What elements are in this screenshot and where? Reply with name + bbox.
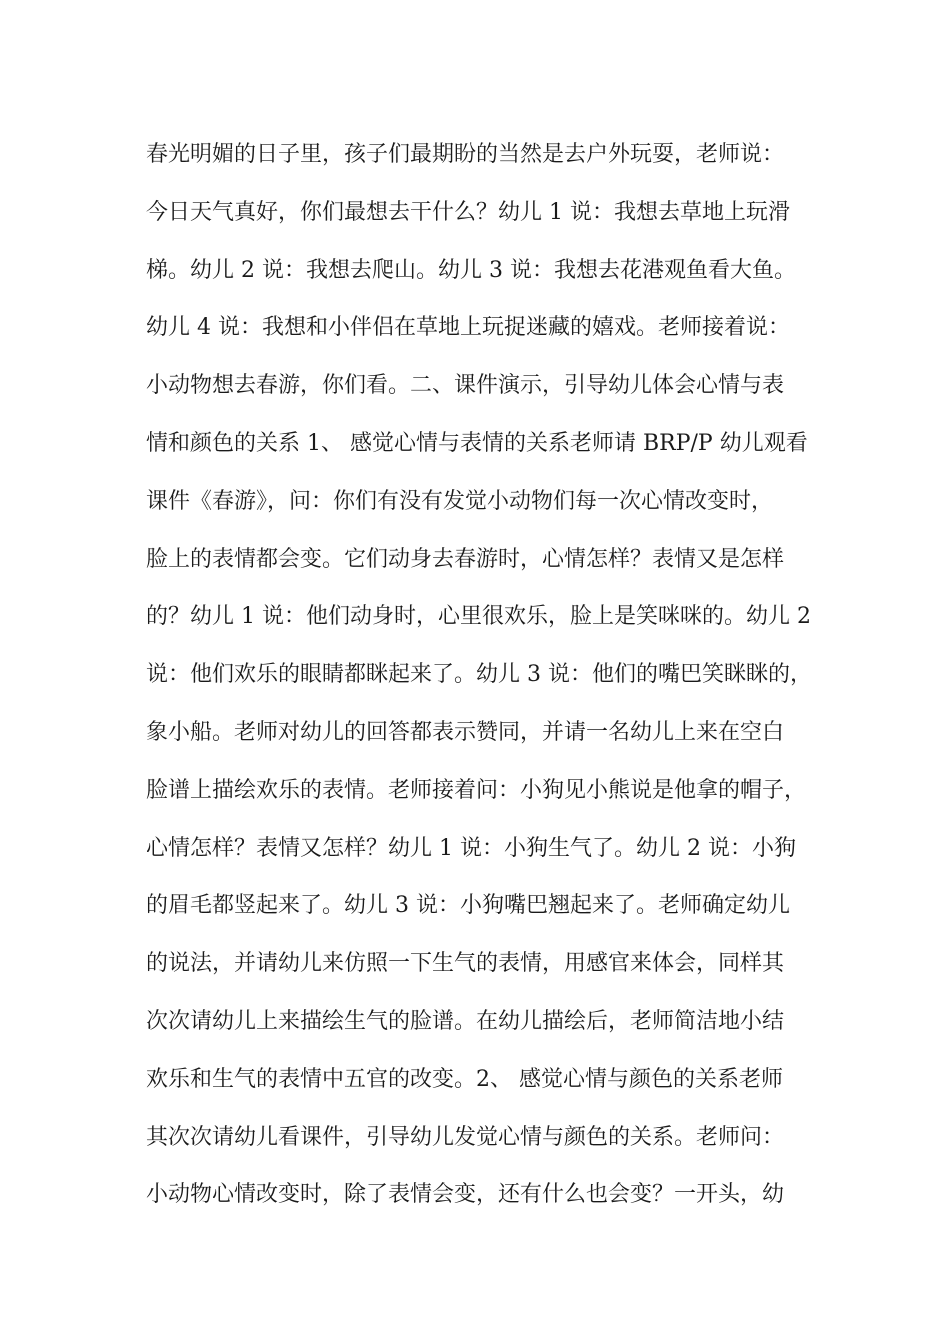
text-line: 脸上的表情都会变。它们动身去春游时，心情怎样？表情又是怎样 [146, 546, 785, 572]
text-line: 的眉毛都竖起来了。幼儿 3 说：小狗嘴巴翘起来了。老师确定幼儿 [146, 893, 790, 919]
body-text [146, 126, 826, 1224]
text-line: 课件《春游》，问：你们有没有发觉小动物们每一次心情改变时， [146, 488, 774, 514]
text-line: 的？幼儿 1 说：他们动身时，心里很欢乐，脸上是笑咪咪的。幼儿 2 [146, 604, 811, 630]
text-line: 春光明媚的日子里，孩子们最期盼的当然是去户外玩耍，老师说： [146, 142, 785, 167]
text-line: 说：他们欢乐的眼睛都眯起来了。幼儿 3 说：他们的嘴巴笑眯眯的， [146, 662, 812, 688]
text-line: 小动物想去春游，你们看。二、课件演示，引导幼儿体会心情与表 [146, 373, 785, 399]
text-line: 其次次请幼儿看课件，引导幼儿发觉心情与颜色的关系。老师问： [146, 1124, 785, 1150]
text-line: 的说法，并请幼儿来仿照一下生气的表情，用感官来体会，同样其 [146, 951, 785, 977]
text-line: 情和颜色的关系 1、 感觉心情与表情的关系老师请 BRP/P 幼儿观看 [146, 430, 808, 456]
text-line: 梯。幼儿 2 说：我想去爬山。幼儿 3 说：我想去花港观鱼看大鱼。 [146, 257, 796, 283]
text-line: 次次请幼儿上来描绘生气的脸谱。在幼儿描绘后，老师简洁地小结 [146, 1008, 785, 1034]
text-line: 脸谱上描绘欢乐的表情。老师接着问：小狗见小熊说是他拿的帽子， [146, 777, 807, 803]
text-line: 象小船。老师对幼儿的回答都表示赞同，并请一名幼儿上来在空白 [146, 719, 785, 745]
text-line: 小动物心情改变时，除了表情会变，还有什么也会变？一开头，幼 [146, 1182, 785, 1208]
text-line: 心情怎样？表情又怎样？幼儿 1 说：小狗生气了。幼儿 2 说：小狗 [146, 835, 796, 861]
text-line: 今日天气真好，你们最想去干什么？幼儿 1 说：我想去草地上玩滑 [146, 199, 790, 225]
text-line: 幼儿 4 说：我想和小伴侣在草地上玩捉迷藏的嬉戏。老师接着说： [146, 315, 790, 341]
text-line: 欢乐和生气的表情中五官的改变。2、 感觉心情与颜色的关系老师 [146, 1066, 783, 1092]
